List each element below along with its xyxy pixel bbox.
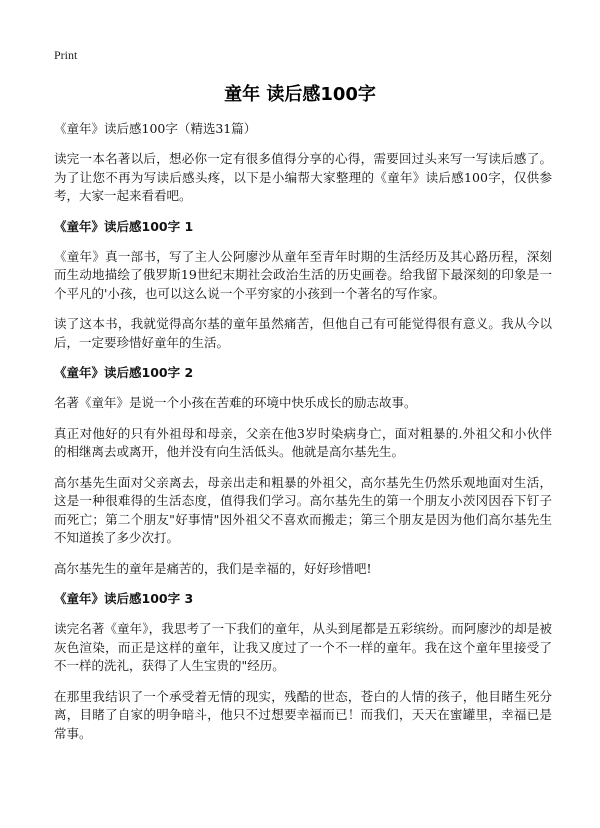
paragraph: 名著《童年》是说一个小孩在苦难的环境中快乐成长的励志故事。 [54, 395, 417, 410]
paragraph: 读完名著《童年》，我思考了一下我们的童年，从头到尾都是五彩缤纷。而阿廖沙的却是被灰色渲染，而正是这样的童年，让我又度过了一个不一样的童年。我在这个童年里接受了不一样的洗礼，获得了人生宝贵的"经历。 [54, 621, 552, 673]
paragraph: 读了这本书，我就觉得高尔基的童年虽然痛苦，但他自己有可能觉得很有意义。我从今以后，一定要珍惜好童年的生活。 [54, 316, 552, 350]
print-link[interactable]: Print [54, 48, 78, 62]
section-heading: 《童年》读后感100字 2 [54, 365, 194, 380]
page-title: 童年 读后感100字 [224, 84, 376, 105]
article-body [54, 120, 552, 755]
section-heading: 《童年》读后感100字 3 [54, 591, 194, 606]
section-2 [54, 364, 552, 578]
section-1 [54, 218, 552, 353]
paragraph: 真正对他好的只有外祖母和母亲，父亲在他3岁时染病身亡，面对粗暴的.外祖父和小伙伴的相继离去或离开，他并没有向生活低头。他就是高尔基先生。 [54, 425, 552, 459]
section-3 [54, 590, 552, 743]
paragraph: 在那里我结识了一个承受着无情的现实，残酷的世态，苍白的人情的孩子，他目睹生死分离，目睹了自家的明争暗斗，他只不过想要幸福而已！而我们，天天在蜜罐里，幸福已是常事。 [54, 688, 552, 741]
paragraph: 《童年》真一部书，写了主人公阿廖沙从童年至青年时期的生活经历及其心路历程，深刻而生动地描绘了俄罗斯19世纪末期社会政治生活的历史画卷。给我留下最深刻的印象是一个平凡的'小孩，也可以这么说一个平穷家的小孩到一个著名的写作家。 [54, 248, 552, 301]
paragraph: 高尔基先生的童年是痛苦的，我们是幸福的，好好珍惜吧! [54, 560, 372, 576]
paragraph: 高尔基先生面对父亲离去，母亲出走和粗暴的外祖父，高尔基先生仍然乐观地面对生活，这是一种很难得的生活态度，值得我们学习。高尔基先生的第一个朋友小茨冈因吞下钉子而死亡；第二个朋友"好事情"因外祖父不喜欢而搬走；第三个朋友是因为他们高尔基先生不知道挨了多少次打。 [54, 474, 552, 545]
article-subtitle: 《童年》读后感100字（精选31篇） [54, 121, 257, 136]
section-heading: 《童年》读后感100字 1 [54, 218, 194, 234]
intro-paragraph: 读完一本名著以后，想必你一定有很多值得分享的心得，需要回过头来写一写读后感了。为了让您不再为写读后感头疼，以下是小编帮大家整理的《童年》读后感100字，仅供参考，大家一起来看看吧。 [54, 151, 552, 203]
